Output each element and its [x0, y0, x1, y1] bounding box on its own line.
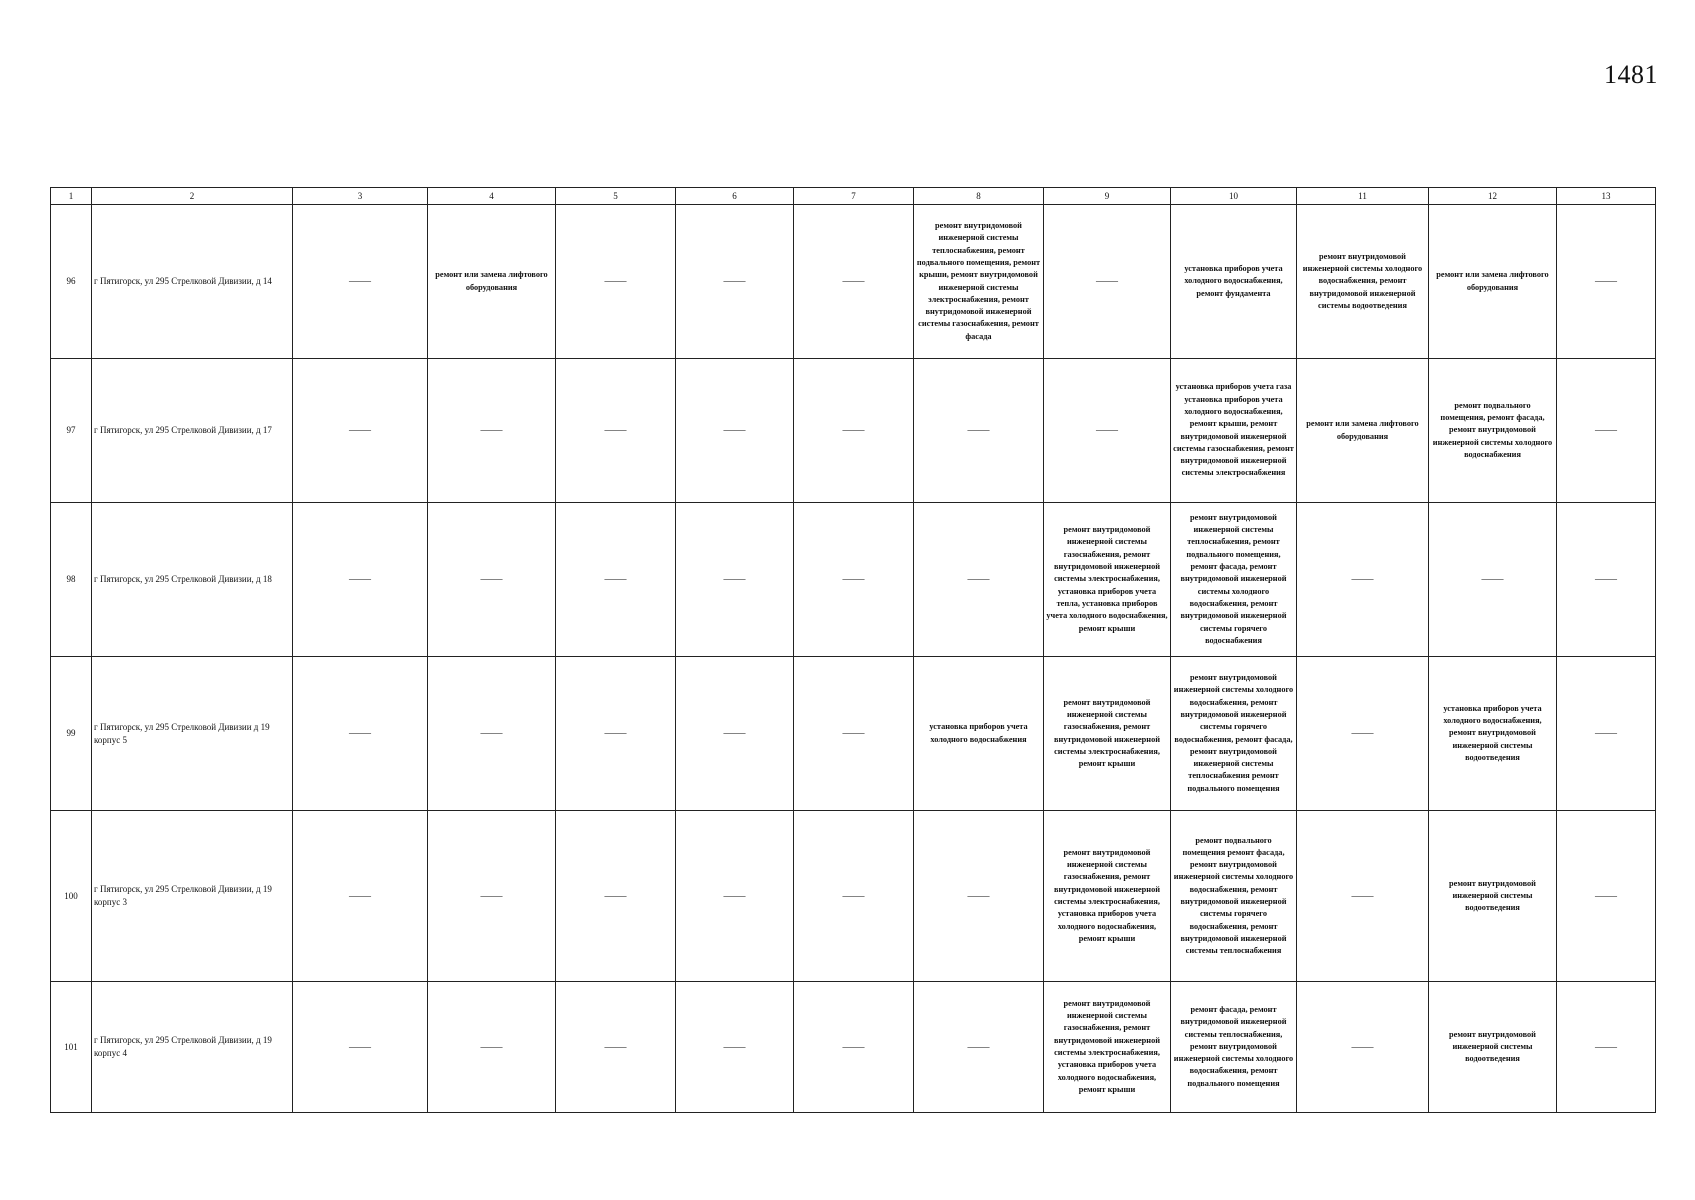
- empty-cell-dash: ——: [556, 503, 676, 657]
- empty-cell-dash: ——: [293, 657, 428, 811]
- column-header: 6: [676, 188, 794, 205]
- empty-cell-dash: ——: [794, 205, 914, 359]
- address-cell: г Пятигорск, ул 295 Стрелковой Дивизии д 19 корпус 5: [92, 657, 293, 811]
- empty-cell-dash: ——: [556, 359, 676, 503]
- table-row: [51, 657, 1656, 811]
- empty-cell-dash: ——: [794, 657, 914, 811]
- empty-cell-dash: ——: [676, 359, 794, 503]
- empty-cell-dash: ——: [1557, 205, 1656, 359]
- column-header: 5: [556, 188, 676, 205]
- empty-cell-dash: ——: [794, 503, 914, 657]
- address-cell: г Пятигорск, ул 295 Стрелковой Дивизии, д 18: [92, 503, 293, 657]
- empty-cell-dash: ——: [556, 657, 676, 811]
- work-cell: ремонт или замена лифтового оборудования: [428, 205, 556, 359]
- table-row: [51, 205, 1656, 359]
- table-row: [51, 811, 1656, 982]
- page-number: 1481: [1604, 60, 1658, 89]
- empty-cell-dash: ——: [676, 205, 794, 359]
- empty-cell-dash: ——: [556, 982, 676, 1113]
- empty-cell-dash: ——: [676, 503, 794, 657]
- work-cell: ремонт внутридомовой инженерной системы теплоснабжения, ремонт подвального помещения, ремонт фасада, ремонт внутридомовой инженерной системы холодного водоснабжения, ремонт внутридомовой инженерной системы горячего водоснабжения: [1171, 503, 1297, 657]
- work-cell: установка приборов учета холодного водоснабжения: [914, 657, 1044, 811]
- column-header: 9: [1044, 188, 1171, 205]
- empty-cell-dash: ——: [428, 503, 556, 657]
- empty-cell-dash: ——: [293, 359, 428, 503]
- empty-cell-dash: ——: [914, 811, 1044, 982]
- work-cell: ремонт или замена лифтового оборудования: [1429, 205, 1557, 359]
- address-cell: г Пятигорск, ул 295 Стрелковой Дивизии, д 19 корпус 4: [92, 982, 293, 1113]
- empty-cell-dash: ——: [556, 205, 676, 359]
- empty-cell-dash: ——: [556, 811, 676, 982]
- work-cell: установка приборов учета холодного водоснабжения, ремонт фундамента: [1171, 205, 1297, 359]
- row-number: 97: [51, 359, 92, 503]
- empty-cell-dash: ——: [1557, 657, 1656, 811]
- work-cell: ремонт внутридомовой инженерной системы водоотведения: [1429, 982, 1557, 1113]
- column-header: 7: [794, 188, 914, 205]
- table-row: [51, 503, 1656, 657]
- work-cell: ремонт внутридомовой инженерной системы газоснабжения, ремонт внутридомовой инженерной системы электроснабжения, установка приборов учета холодного водоснабжения, ремонт крыши: [1044, 982, 1171, 1113]
- empty-cell-dash: ——: [1429, 503, 1557, 657]
- row-number: 96: [51, 205, 92, 359]
- empty-cell-dash: ——: [293, 205, 428, 359]
- column-header: 10: [1171, 188, 1297, 205]
- table-row: [51, 359, 1656, 503]
- empty-cell-dash: ——: [1297, 811, 1429, 982]
- work-cell: ремонт фасада, ремонт внутридомовой инженерной системы теплоснабжения, ремонт внутридомовой инженерной системы холодного водоснабжения, ремонт подвального помещения: [1171, 982, 1297, 1113]
- row-number: 98: [51, 503, 92, 657]
- address-cell: г Пятигорск, ул 295 Стрелковой Дивизии, д 19 корпус 3: [92, 811, 293, 982]
- address-cell: г Пятигорск, ул 295 Стрелковой Дивизии, д 17: [92, 359, 293, 503]
- empty-cell-dash: ——: [428, 359, 556, 503]
- empty-cell-dash: ——: [293, 811, 428, 982]
- row-number: 101: [51, 982, 92, 1113]
- address-cell: г Пятигорск, ул 295 Стрелковой Дивизии, д 14: [92, 205, 293, 359]
- empty-cell-dash: ——: [794, 359, 914, 503]
- empty-cell-dash: ——: [1044, 205, 1171, 359]
- empty-cell-dash: ——: [428, 982, 556, 1113]
- empty-cell-dash: ——: [1557, 503, 1656, 657]
- empty-cell-dash: ——: [914, 359, 1044, 503]
- empty-cell-dash: ——: [676, 811, 794, 982]
- work-cell: установка приборов учета газа установка приборов учета холодного водоснабжения, ремонт крыши, ремонт внутридомовой инженерной системы газоснабжения, ремонт внутридомовой инженерной системы электроснабжения: [1171, 359, 1297, 503]
- work-cell: ремонт внутридомовой инженерной системы теплоснабжения, ремонт подвального помещения, ремонт крыши, ремонт внутридомовой инженерной системы электроснабжения, ремонт внутридомовой инженерной системы газоснабжения, ремонт фасада: [914, 205, 1044, 359]
- repair-schedule-table: [50, 187, 1656, 1113]
- row-number: 100: [51, 811, 92, 982]
- work-cell: ремонт подвального помещения ремонт фасада, ремонт внутридомовой инженерной системы холодного водоснабжения, ремонт внутридомовой инженерной системы горячего водоснабжения, ремонт внутридомовой инженерной системы теплоснабжения: [1171, 811, 1297, 982]
- column-header: 3: [293, 188, 428, 205]
- empty-cell-dash: ——: [1557, 811, 1656, 982]
- empty-cell-dash: ——: [1297, 503, 1429, 657]
- work-cell: ремонт внутридомовой инженерной системы водоотведения: [1429, 811, 1557, 982]
- column-header: 11: [1297, 188, 1429, 205]
- column-header: 8: [914, 188, 1044, 205]
- column-header: 12: [1429, 188, 1557, 205]
- work-cell: ремонт внутридомовой инженерной системы газоснабжения, ремонт внутридомовой инженерной системы электроснабжения, ремонт крыши: [1044, 657, 1171, 811]
- work-cell: установка приборов учета холодного водоснабжения, ремонт внутридомовой инженерной системы водоотведения: [1429, 657, 1557, 811]
- empty-cell-dash: ——: [428, 657, 556, 811]
- column-number-row: [51, 188, 1656, 205]
- empty-cell-dash: ——: [293, 982, 428, 1113]
- empty-cell-dash: ——: [914, 503, 1044, 657]
- work-cell: ремонт внутридомовой инженерной системы газоснабжения, ремонт внутридомовой инженерной системы электроснабжения, установка приборов учета холодного водоснабжения, ремонт крыши: [1044, 811, 1171, 982]
- column-header: 4: [428, 188, 556, 205]
- table-row: [51, 982, 1656, 1113]
- column-header: 1: [51, 188, 92, 205]
- work-cell: ремонт внутридомовой инженерной системы холодного водоснабжения, ремонт внутридомовой инженерной системы горячего водоснабжения, ремонт фасада, ремонт внутридомовой инженерной системы теплоснабжения ремонт подвального помещения: [1171, 657, 1297, 811]
- empty-cell-dash: ——: [914, 982, 1044, 1113]
- empty-cell-dash: ——: [428, 811, 556, 982]
- empty-cell-dash: ——: [293, 503, 428, 657]
- row-number: 99: [51, 657, 92, 811]
- work-cell: ремонт или замена лифтового оборудования: [1297, 359, 1429, 503]
- empty-cell-dash: ——: [1557, 982, 1656, 1113]
- work-cell: ремонт внутридомовой инженерной системы холодного водоснабжения, ремонт внутридомовой инженерной системы водоотведения: [1297, 205, 1429, 359]
- empty-cell-dash: ——: [676, 657, 794, 811]
- empty-cell-dash: ——: [1557, 359, 1656, 503]
- column-header: 13: [1557, 188, 1656, 205]
- empty-cell-dash: ——: [794, 982, 914, 1113]
- work-cell: ремонт внутридомовой инженерной системы газоснабжения, ремонт внутридомовой инженерной системы электроснабжения, установка приборов учета тепла, установка приборов учета холодного водоснабжения, ремонт крыши: [1044, 503, 1171, 657]
- empty-cell-dash: ——: [1297, 657, 1429, 811]
- empty-cell-dash: ——: [676, 982, 794, 1113]
- empty-cell-dash: ——: [1297, 982, 1429, 1113]
- empty-cell-dash: ——: [794, 811, 914, 982]
- work-cell: ремонт подвального помещения, ремонт фасада, ремонт внутридомовой инженерной системы холодного водоснабжения: [1429, 359, 1557, 503]
- column-header: 2: [92, 188, 293, 205]
- empty-cell-dash: ——: [1044, 359, 1171, 503]
